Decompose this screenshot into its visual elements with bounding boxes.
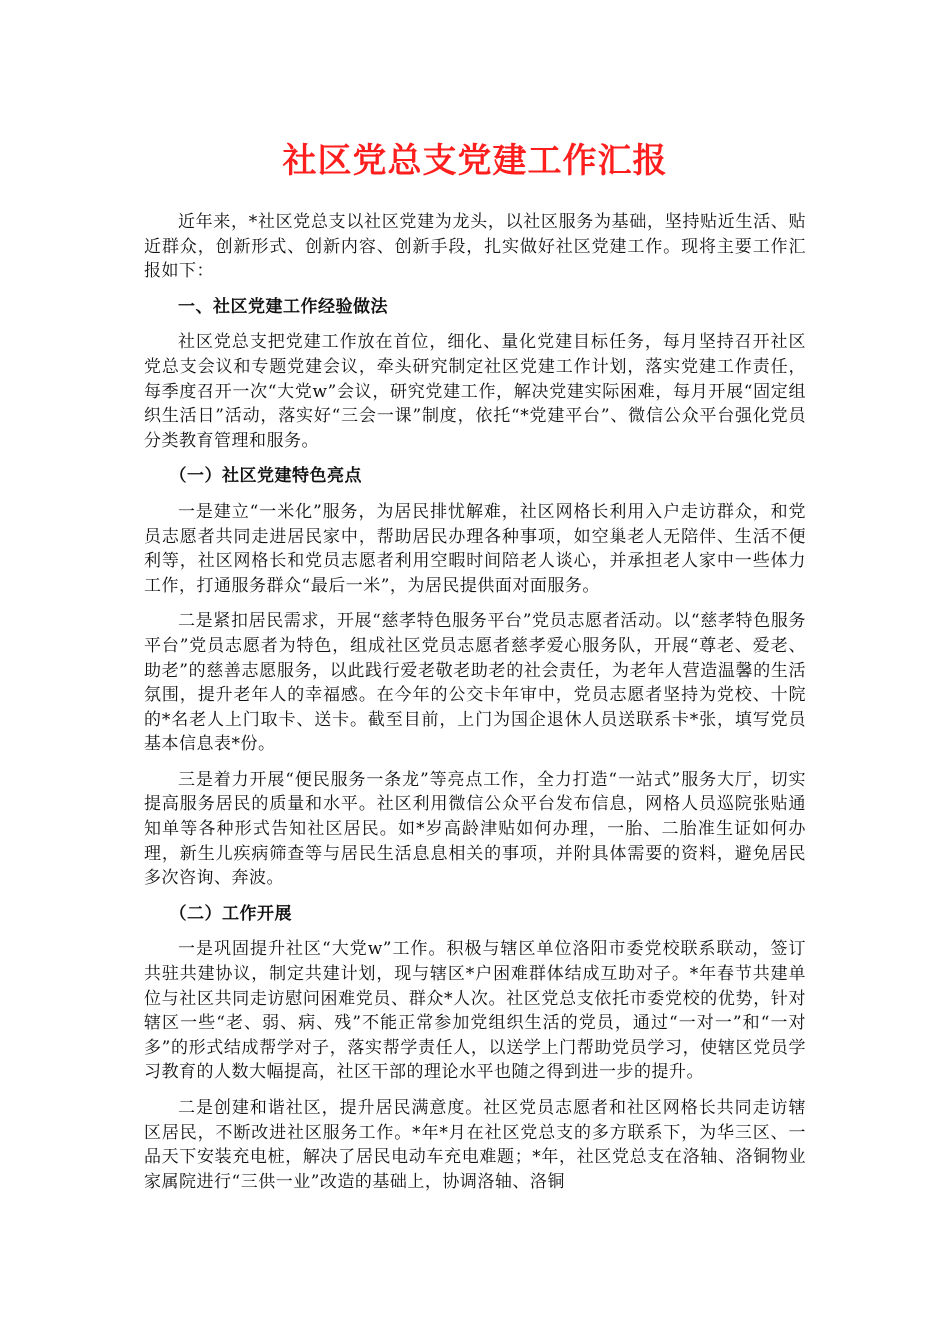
subsection-heading-1: （一）社区党建特色亮点: [169, 466, 362, 487]
subsection-1-paragraph-3: 三是着力开展“便民服务一条龙”等亮点工作，全力打造“一站式”服务大厅，切实提高服务居民的质量和水平。社区利用微信公众平台发布信息，网格人员巡院张贴通知单等各种形式告知社区居民。如*岁高龄津贴如何办理，一胎、二胎准生证如何办理，新生儿疾病筛查等与居民生活息息相关的事项，并附具体需要的资料，避免居民多次咨询、奔波。: [144, 769, 806, 889]
section-heading-1: 一、社区党建工作经验做法: [178, 296, 388, 317]
section-1-paragraph: 社区党总支把党建工作放在首位，细化、量化党建目标任务，每月坚持召开社区党总支会议和专题党建会议，牵头研究制定社区党建工作计划，落实党建工作责任，每季度召开一次“大党w”会议，研究党建工作，解决党建实际困难，每月开展“固定组织生活日”活动，落实好“三会一课”制度，依托“*党建平台”、微信公众平台强化党员分类教育管理和服务。: [144, 332, 806, 451]
intro-paragraph: 近年来，*社区党总支以社区党建为龙头，以社区服务为基础，坚持贴近生活、贴近群众，创新形式、创新内容、创新手段，扎实做好社区党建工作。现将主要工作汇报如下：: [144, 212, 806, 282]
document-title: 社区党总支党建工作汇报: [282, 141, 668, 181]
subsection-1-paragraph-1: 一是建立“一米化”服务，为居民排忧解难，社区网格长利用入户走访群众，和党员志愿者共同走进居民家中，帮助居民办理各种事项，如空巢老人无陪伴、生活不便利等，社区网格长和党员志愿者利用空暇时间陪老人谈心，并承担老人家中一些体力工作，打通服务群众“最后一米”，为居民提供面对面服务。: [144, 501, 806, 596]
subsection-1-paragraph-2: 二是紧扣居民需求，开展“慈孝特色服务平台”党员志愿者活动。以“慈孝特色服务平台”党员志愿者为特色，组成社区党员志愿者慈孝爱心服务队，开展“尊老、爱老、助老”的慈善志愿服务，以此践行爱老敬老助老的社会责任，为老年人营造温馨的生活氛围，提升老年人的幸福感。在今年的公交卡年审中，党员志愿者坚持为党校、十院的*名老人上门取卡、送卡。截至目前，上门为国企退休人员送联系卡*张，填写党员基本信息表*份。: [144, 611, 806, 755]
subsection-heading-2: （二）工作开展: [169, 903, 292, 924]
document-body: [144, 132, 806, 1194]
subsection-2-paragraph-1: 一是巩固提升社区“大党w”工作。积极与辖区单位洛阳市委党校联系联动，签订共驻共建协议，制定共建计划，现与辖区*户困难群体结成互助对子。*年春节共建单位与社区共同走访慰问困难党员、群众*人次。社区党总支依托市委党校的优势，针对辖区一些“老、弱、病、残”不能正常参加党组织生活的党员，通过“一对一”和“一对多”的形式结成帮学对子，落实帮学责任人，以送学上门帮助党员学习，使辖区党员学习教育的人数大幅提高，社区干部的理论水平也随之得到进一步的提升。: [144, 939, 806, 1083]
subsection-2-paragraph-2: 二是创建和谐社区，提升居民满意度。社区党员志愿者和社区网格长共同走访辖区居民，不断改进社区服务工作。*年*月在社区党总支的多方联系下，为华三区、一品天下安装充电桩，解决了居民电动车充电难题；*年，社区党总支在洛轴、洛铜物业家属院进行“三供一业”改造的基础上，协调洛轴、洛铜: [144, 1098, 806, 1192]
